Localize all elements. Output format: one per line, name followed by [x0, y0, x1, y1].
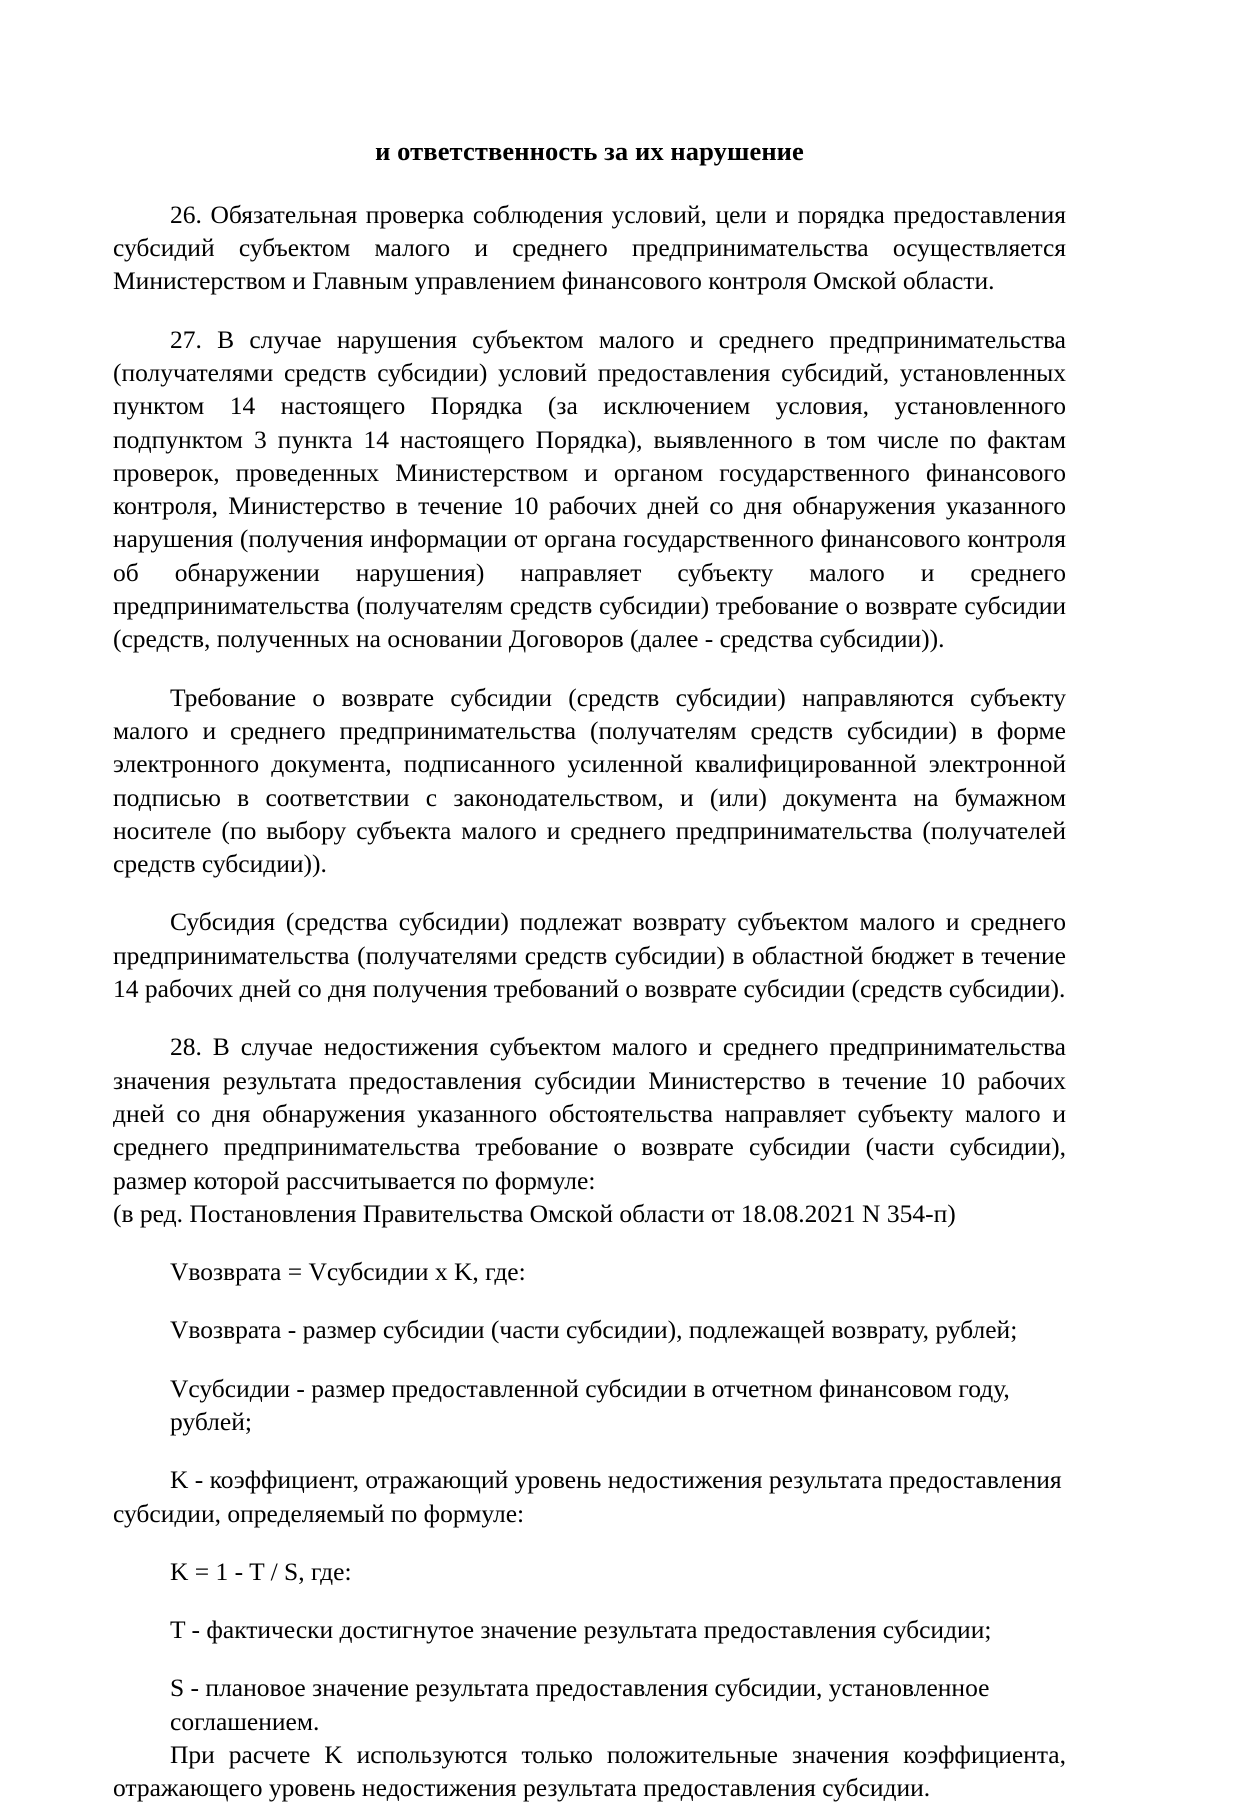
paragraph-clause-28: 28. В случае недостижения субъектом малого и среднего предпринимательства значения результата предоставления субсидии Министерство в течение 10 рабочих дней со дня обнаружения указанного обстоятельства направляет субъекту малого и среднего предпринимательства требование о возврате субсидии (части субсидии), размер которой рассчитывается по формуле:	[113, 1032, 1066, 1195]
definition-v-subsidii: Vсубсидии - размер предоставленной субсидии в отчетном финансовом году, рублей;	[170, 1373, 1010, 1436]
page-title: и ответственность за их нарушение	[375, 136, 804, 166]
definition-k: K - коэффициент, отражающий уровень недостижения результата предоставления субсидии, определяемый по формуле:	[113, 1465, 1062, 1528]
paragraph-clause-27-requirement: Требование о возврате субсидии (средств субсидии) направляются субъекту малого и среднего предпринимательства (получателям средств субсидии) в форме электронного документа, подписанного усиленной квалифицированной электронной подписью в соответствии с законодательством, и (или) документа на бумажном носителе (по выбору субъекта малого и среднего предпринимательства (получателей средств субсидии)).	[113, 682, 1066, 879]
page-content	[113, 0, 1066, 1805]
paragraph-closing: При расчете K используются только положительные значения коэффициента, отражающего уровень недостижения результата предоставления субсидии.	[113, 1740, 1066, 1803]
definition-s: S - плановое значение результата предоставления субсидии, установленное соглашением.	[170, 1673, 990, 1736]
amendment-note: (в ред. Постановления Правительства Омской области от 18.08.2021 N 354-п)	[113, 1198, 956, 1228]
formula-k: K = 1 - T / S, где:	[170, 1556, 352, 1586]
definition-v-vozvrata: Vвозврата - размер субсидии (части субсидии), подлежащей возврату, рублей;	[170, 1315, 1018, 1345]
formula-v-vozvrata: Vвозврата = Vсубсидии x K, где:	[170, 1257, 526, 1287]
paragraph-clause-26: 26. Обязательная проверка соблюдения условий, цели и порядка предоставления субсидий субъектом малого и среднего предпринимательства осуществляется Министерством и Главным управлением финансового контроля Омской области.	[113, 199, 1066, 296]
paragraph-clause-27-return: Субсидия (средства субсидии) подлежат возврату субъектом малого и среднего предпринимательства (получателями средств субсидии) в областной бюджет в течение 14 рабочих дней со дня получения требований о возврате субсидии (средств субсидии).	[113, 907, 1066, 1004]
paragraph-clause-27: 27. В случае нарушения субъектом малого и среднего предпринимательства (получателями средств субсидии) условий предоставления субсидий, установленных пунктом 14 настоящего Порядка (за исключением условия, установленного подпунктом 3 пункта 14 настоящего Порядка), выявленного в том числе по фактам проверок, проведенных Министерством и органом государственного финансового контроля, Министерство в течение 10 рабочих дней со дня обнаружения указанного нарушения (получения информации от органа государственного финансового контроля об обнаружении нарушения) направляет субъекту малого и среднего предпринимательства (получателям средств субсидии) требование о возврате субсидии (средств, полученных на основании Договоров (далее - средства субсидии)).	[113, 324, 1066, 654]
definition-t: T - фактически достигнутое значение результата предоставления субсидии;	[170, 1615, 992, 1645]
